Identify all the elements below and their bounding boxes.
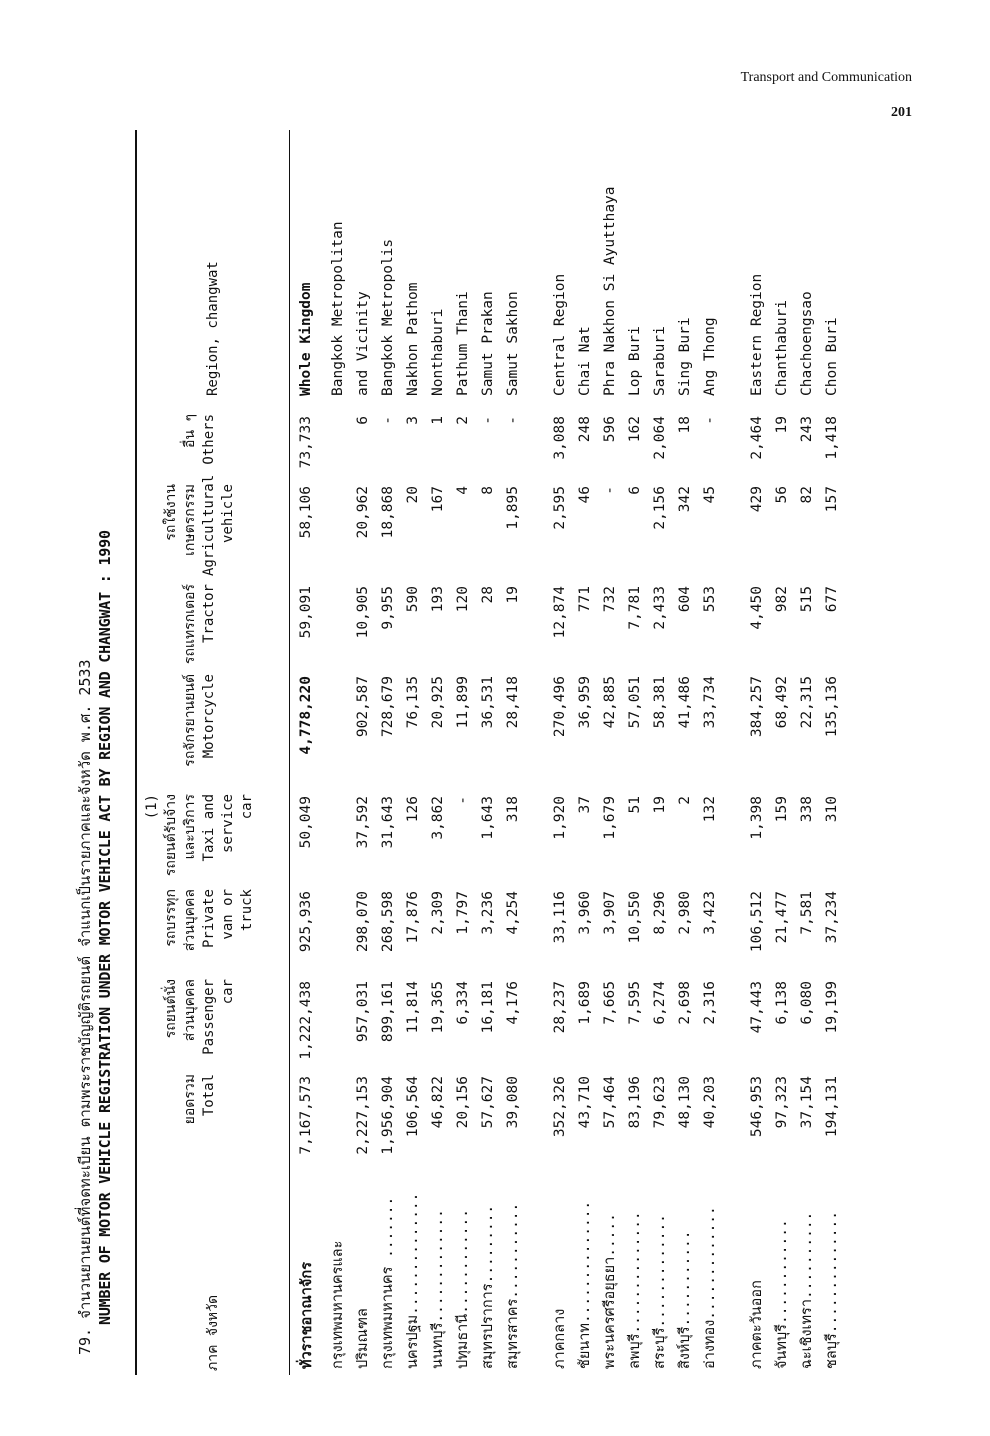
header-passenger: รถยนต์นั่ง ส่วนบุคคล Passenger car (163, 979, 236, 1055)
header-tractor: รถแทรกเตอร์ Tractor (182, 584, 217, 665)
header-others: อื่น ๆ Others (182, 414, 217, 465)
cell-en: Chai Nat (576, 326, 593, 396)
cell-th: ทั่วราชอาณาจักร (298, 1262, 315, 1369)
cell-th: ชัยนาท.............. (577, 1200, 593, 1369)
title-thai: 79. จำนวนยานยนต์ที่จดทะเบียน ตามพระราชบัญญัติรถยนต์ จำแนกเป็นรายภาคและจังหวัด พ.ศ. 2533 (76, 659, 94, 1355)
cell-agri: 18,868 (379, 486, 396, 539)
cell-moto: 135,136 (823, 676, 840, 738)
cell-moto: 22,315 (798, 676, 815, 729)
cell-passenger: 2,316 (701, 981, 718, 1025)
cell-total: 2,227,153 (354, 1076, 371, 1155)
table-title (75, 135, 115, 1415)
cell-en: Eastern Region (748, 273, 765, 396)
cell-moto: 270,496 (551, 676, 568, 738)
cell-taxi: 50,049 (298, 796, 314, 849)
cell-moto (722, 670, 744, 790)
cell-agri: 157 (823, 486, 840, 513)
cell-agri: 167 (429, 486, 446, 513)
header-taxi: (1) รถยนต์รับจ้าง และบริการ Taxi and service car (144, 794, 255, 877)
cell-th: สระบุรี............. (652, 1214, 668, 1369)
cell-total: 7,167,573 (298, 1076, 314, 1155)
table-row (500, 130, 525, 1375)
cell-agri: 8 (479, 486, 496, 495)
cell-en: Lop Buri (626, 326, 643, 396)
cell-tractor (722, 580, 744, 670)
cell-private: 33,116 (551, 891, 568, 944)
header-region-th: ภาค จังหวัด (204, 1294, 221, 1371)
cell-total: 352,326 (551, 1076, 568, 1138)
cell-tractor: 4,450 (748, 586, 765, 630)
table-row (375, 130, 400, 1375)
cell-en: Samut Sakhon (504, 291, 521, 396)
cell-en: Ang Thong (701, 317, 718, 396)
table-row (744, 130, 769, 1375)
cell-en: Nonthaburi (429, 308, 446, 396)
cell-th: นครปฐม.............. (405, 1192, 421, 1369)
cell-tractor: 10,905 (354, 586, 371, 639)
cell-agri: 2,595 (551, 486, 568, 530)
cell-others (325, 410, 350, 480)
cell-agri: - (601, 486, 618, 495)
cell-th: สมุทรปราการ......... (480, 1204, 496, 1369)
cell-tractor: 553 (701, 586, 718, 613)
cell-agri: 20 (404, 486, 421, 504)
cell-en: Sing Buri (676, 317, 693, 396)
cell-passenger (525, 975, 547, 1070)
cell-moto: 33,734 (701, 676, 718, 729)
cell-th: ปทุมธานี............ (455, 1209, 471, 1369)
cell-others (525, 410, 547, 480)
cell-tractor: 19 (504, 586, 521, 604)
cell-agri (325, 480, 350, 580)
cell-tractor: 193 (429, 586, 446, 613)
cell-private: 3,960 (576, 891, 593, 935)
table-row (325, 130, 350, 1375)
cell-others: 243 (798, 416, 815, 443)
cell-passenger: 6,080 (798, 981, 815, 1025)
cell-agri: 82 (798, 486, 815, 504)
table-row (697, 130, 722, 1375)
cell-private: 37,234 (823, 891, 840, 944)
cell-tractor: 590 (404, 586, 421, 613)
cell-passenger: 6,274 (651, 981, 668, 1025)
cell-taxi: 1,643 (479, 796, 496, 840)
cell-private: 21,477 (773, 891, 790, 944)
cell-taxi (722, 790, 744, 885)
cell-moto: 4,778,220 (298, 676, 314, 755)
cell-en: Chanthaburi (773, 299, 790, 396)
cell-private (722, 885, 744, 975)
cell-total: 1,956,904 (379, 1076, 396, 1155)
cell-passenger: 19,365 (429, 981, 446, 1034)
cell-total (525, 1070, 547, 1180)
cell-total: 37,154 (798, 1076, 815, 1129)
cell-th: ปริมณฑล (355, 1308, 371, 1369)
header-total: ยอดรวม Total (182, 1074, 217, 1125)
cell-th: นนทบุรี............. (430, 1209, 446, 1369)
header-rule (289, 130, 290, 1375)
cell-th (722, 1180, 744, 1375)
cell-en: Saraburi (651, 326, 668, 396)
cell-tractor: 604 (676, 586, 693, 613)
cell-taxi: 37,592 (354, 796, 371, 849)
cell-agri (722, 480, 744, 580)
cell-agri: 342 (676, 486, 693, 513)
table-row (819, 130, 844, 1375)
cell-th: ฉะเชิงเทรา.......... (799, 1211, 815, 1369)
cell-moto: 36,959 (576, 676, 593, 729)
cell-taxi: 126 (404, 796, 421, 823)
cell-en: Bangkok Metropolis (379, 238, 396, 396)
table-row (572, 130, 597, 1375)
table-row (769, 130, 794, 1375)
cell-passenger: 19,199 (823, 981, 840, 1034)
cell-private: 4,254 (504, 891, 521, 935)
cell-th: ชลบุรี.............. (824, 1211, 840, 1369)
cell-moto (525, 670, 547, 790)
cell-moto: 28,418 (504, 676, 521, 729)
cell-moto: 58,381 (651, 676, 668, 729)
cell-tractor: 982 (773, 586, 790, 613)
cell-en: Samut Prakan (479, 291, 496, 396)
cell-passenger: 899,161 (379, 981, 396, 1043)
title-english: NUMBER OF MOTOR VEHICLE REGISTRATION UNDER MOTOR VEHICLE ACT BY REGION AND CHANGWAT : 1990 (96, 530, 114, 1325)
cell-others: - (701, 416, 718, 425)
cell-private: 298,070 (354, 891, 371, 953)
cell-passenger (325, 975, 350, 1070)
cell-th: กรุงเทพมหานครและ (330, 1240, 346, 1369)
table-body (287, 130, 844, 1375)
cell-tractor: 771 (576, 586, 593, 613)
cell-total: 106,564 (404, 1076, 421, 1138)
header-row (137, 130, 287, 1375)
cell-others: 73,733 (298, 416, 314, 469)
cell-passenger: 957,031 (354, 981, 371, 1043)
cell-tractor: 12,874 (551, 586, 568, 639)
cell-agri: 2,156 (651, 486, 668, 530)
cell-taxi: 31,643 (379, 796, 396, 849)
cell-passenger (722, 975, 744, 1070)
cell-taxi: 1,679 (601, 796, 618, 840)
cell-th (525, 1180, 547, 1375)
cell-passenger: 28,237 (551, 981, 568, 1034)
cell-private: 106,512 (748, 891, 765, 953)
cell-passenger: 2,698 (676, 981, 693, 1025)
cell-others: 1,418 (823, 416, 840, 460)
cell-private: 8,296 (651, 891, 668, 935)
cell-passenger: 11,814 (404, 981, 421, 1034)
cell-taxi: 318 (504, 796, 521, 823)
cell-th: ภาคกลาง (552, 1308, 568, 1369)
cell-moto: 36,531 (479, 676, 496, 729)
cell-passenger: 1,689 (576, 981, 593, 1025)
cell-agri: 46 (576, 486, 593, 504)
cell-tractor: 59,091 (298, 586, 314, 639)
cell-private: 2,980 (676, 891, 693, 935)
table-row (647, 130, 672, 1375)
cell-moto: 20,925 (429, 676, 446, 729)
cell-private: 2,309 (429, 891, 446, 935)
cell-en: Chon Buri (823, 317, 840, 396)
header-region-en: Region, changwat (204, 261, 221, 396)
cell-en: Phra Nakhon Si Ayutthaya (601, 186, 618, 396)
cell-th: พระนครศรีอยุธยา..... (602, 1213, 618, 1369)
cell-others: 2,464 (748, 416, 765, 460)
cell-agri: 45 (701, 486, 718, 504)
cell-tractor: 9,955 (379, 586, 396, 630)
table-row (287, 130, 325, 1375)
cell-taxi: 37 (576, 796, 593, 814)
cell-moto: 57,051 (626, 676, 643, 729)
cell-en: Nakhon Pathom (404, 282, 421, 396)
table-row (450, 130, 475, 1375)
cell-passenger: 4,176 (504, 981, 521, 1025)
cell-total: 40,203 (701, 1076, 718, 1129)
table-row (350, 130, 375, 1375)
cell-taxi: - (454, 796, 471, 805)
cell-private: 3,907 (601, 891, 618, 935)
table-row (425, 130, 450, 1375)
page-number: 201 (891, 105, 912, 120)
cell-moto: 41,486 (676, 676, 693, 729)
cell-th: สมุทรสาคร........... (505, 1202, 521, 1369)
cell-others: 3,088 (551, 416, 568, 460)
cell-moto: 76,135 (404, 676, 421, 729)
cell-total: 46,822 (429, 1076, 446, 1129)
cell-others: 248 (576, 416, 593, 443)
table-row (672, 130, 697, 1375)
cell-total: 39,080 (504, 1076, 521, 1129)
cell-tractor: 7,781 (626, 586, 643, 630)
cell-moto: 11,899 (454, 676, 471, 729)
cell-agri: 58,106 (298, 486, 314, 539)
cell-agri (525, 480, 547, 580)
cell-th: ลพบุรี.............. (627, 1211, 643, 1369)
cell-passenger: 6,334 (454, 981, 471, 1025)
cell-private: 10,550 (626, 891, 643, 944)
rotated-table-block (75, 135, 895, 1415)
running-head: Transport and Communication (740, 70, 912, 85)
cell-others: - (379, 416, 396, 425)
cell-others: 2,064 (651, 416, 668, 460)
cell-agri: 20,962 (354, 486, 371, 539)
table-row (622, 130, 647, 1375)
cell-private: 7,581 (798, 891, 815, 935)
cell-total: 57,464 (601, 1076, 618, 1129)
header-motorcycle: รถจักรยานยนต์ Motorcycle (182, 674, 217, 767)
cell-total: 43,710 (576, 1076, 593, 1129)
cell-others: 1 (429, 416, 446, 425)
table-row (722, 130, 744, 1375)
cell-taxi (525, 790, 547, 885)
cell-en: Bangkok Metropolitan (329, 221, 346, 396)
cell-others: - (479, 416, 496, 425)
cell-en: Chachoengsao (798, 291, 815, 396)
cell-en: and Vicinity (354, 291, 371, 396)
cell-taxi: 2 (676, 796, 693, 805)
cell-moto: 728,679 (379, 676, 396, 738)
cell-passenger: 7,595 (626, 981, 643, 1025)
cell-moto (325, 670, 350, 790)
cell-th: จันทบุรี............ (774, 1219, 790, 1369)
cell-others: 596 (601, 416, 618, 443)
cell-en: Central Region (551, 273, 568, 396)
cell-private: 268,598 (379, 891, 396, 953)
cell-en (722, 130, 744, 410)
cell-passenger: 6,138 (773, 981, 790, 1025)
cell-total: 546,953 (748, 1076, 765, 1138)
cell-others: 18 (676, 416, 693, 434)
cell-agri: 429 (748, 486, 765, 513)
cell-th: อ่างทอง............. (702, 1206, 718, 1369)
cell-moto: 902,587 (354, 676, 371, 738)
cell-taxi: 338 (798, 796, 815, 823)
cell-others: 19 (773, 416, 790, 434)
cell-tractor: 28 (479, 586, 496, 604)
cell-taxi: 132 (701, 796, 718, 823)
cell-others: 3 (404, 416, 421, 425)
table-row (547, 130, 572, 1375)
cell-moto: 384,257 (748, 676, 765, 738)
header-agricultural: รถใช้งาน เกษตรกรรม Agricultural vehicle (163, 474, 236, 576)
cell-private (325, 885, 350, 975)
cell-moto: 42,885 (601, 676, 618, 729)
cell-private: 925,936 (298, 891, 314, 953)
cell-th: กรุงเทพมหานคร ....... (380, 1196, 396, 1369)
cell-taxi: 1,920 (551, 796, 568, 840)
cell-th: ภาคตะวันออก (749, 1280, 765, 1369)
cell-total: 48,130 (676, 1076, 693, 1129)
table-row (475, 130, 500, 1375)
cell-total: 194,131 (823, 1076, 840, 1138)
cell-total: 20,156 (454, 1076, 471, 1129)
cell-moto: 68,492 (773, 676, 790, 729)
cell-total: 83,196 (626, 1076, 643, 1129)
cell-taxi: 51 (626, 796, 643, 814)
cell-taxi: 310 (823, 796, 840, 823)
cell-passenger: 1,222,438 (298, 981, 314, 1060)
cell-tractor: 677 (823, 586, 840, 613)
cell-total: 57,627 (479, 1076, 496, 1129)
cell-others: 162 (626, 416, 643, 443)
vehicle-registration-table (137, 130, 844, 1375)
cell-agri: 4 (454, 486, 471, 495)
cell-agri: 56 (773, 486, 790, 504)
cell-th: สิงห์บุรี........... (677, 1230, 693, 1369)
cell-private: 1,797 (454, 891, 471, 935)
cell-taxi (325, 790, 350, 885)
table-row (794, 130, 819, 1375)
cell-taxi: 19 (651, 796, 668, 814)
cell-tractor: 732 (601, 586, 618, 613)
cell-others: 6 (354, 416, 371, 425)
cell-total (722, 1070, 744, 1180)
table-row (525, 130, 547, 1375)
cell-agri: 6 (626, 486, 643, 495)
cell-passenger: 7,665 (601, 981, 618, 1025)
cell-passenger: 16,181 (479, 981, 496, 1034)
cell-others (722, 410, 744, 480)
cell-private (525, 885, 547, 975)
cell-total (325, 1070, 350, 1180)
cell-tractor: 120 (454, 586, 471, 613)
cell-en: Pathum Thani (454, 291, 471, 396)
cell-others: 2 (454, 416, 471, 425)
cell-taxi: 3,862 (429, 796, 446, 840)
cell-total: 97,323 (773, 1076, 790, 1129)
cell-others: - (504, 416, 521, 425)
table-row (400, 130, 425, 1375)
table-row (597, 130, 622, 1375)
cell-tractor (325, 580, 350, 670)
cell-taxi: 1,398 (748, 796, 765, 840)
cell-private: 3,423 (701, 891, 718, 935)
cell-taxi: 159 (773, 796, 790, 823)
cell-passenger: 47,443 (748, 981, 765, 1034)
cell-en (525, 130, 547, 410)
cell-tractor: 515 (798, 586, 815, 613)
cell-private: 3,236 (479, 891, 496, 935)
cell-tractor: 2,433 (651, 586, 668, 630)
cell-total: 79,623 (651, 1076, 668, 1129)
cell-agri: 1,895 (504, 486, 521, 530)
cell-en: Whole Kingdom (298, 282, 314, 396)
header-private: รถบรรทุก ส่วนบุคคล Private van or truck (163, 889, 255, 952)
cell-private: 17,876 (404, 891, 421, 944)
cell-tractor (525, 580, 547, 670)
